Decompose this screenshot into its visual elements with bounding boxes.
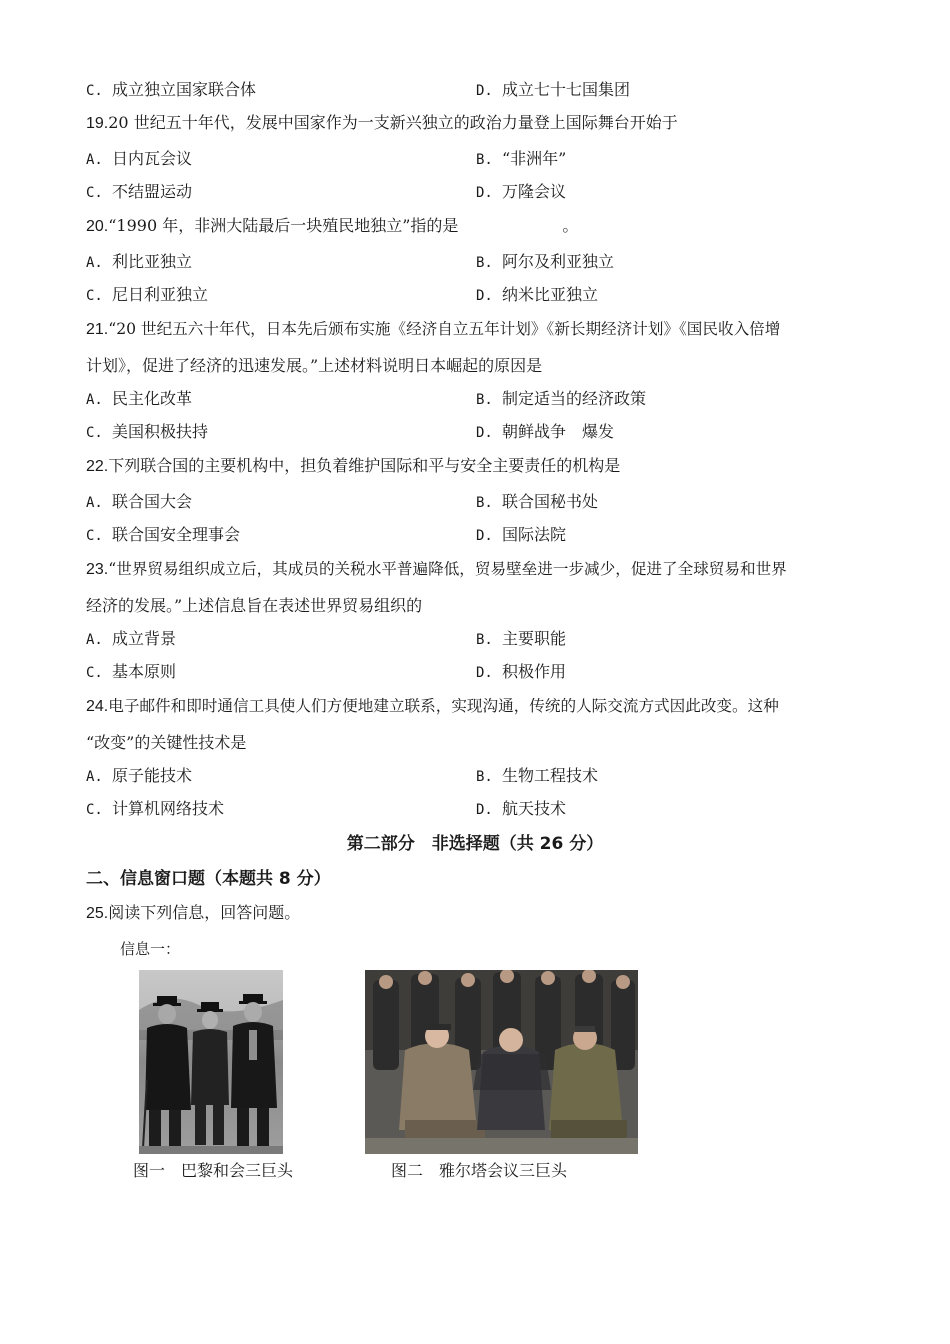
- q19-stem: 19.20 世纪五十年代，发展中国家作为一支新兴独立的政治力量登上国际舞台开始于: [86, 113, 678, 132]
- q21-options-cd: [86, 421, 876, 443]
- q19-option-d[interactable]: D. 万隆会议: [476, 182, 567, 201]
- q21-option-c[interactable]: C. 美国积极扶持: [86, 422, 209, 441]
- info1-label: 信息一：: [120, 940, 181, 958]
- q19-option-a[interactable]: A. 日内瓦会议: [86, 149, 193, 168]
- q23-options-ab: [86, 628, 876, 650]
- q22-options-cd: [86, 524, 876, 546]
- q19-options-cd: [86, 181, 876, 203]
- q21-option-b[interactable]: B. 制定适当的经济政策: [476, 389, 647, 408]
- q24-option-d[interactable]: D. 航天技术: [476, 799, 567, 818]
- q24-options-ab: [86, 765, 876, 787]
- q21-option-a[interactable]: A. 民主化改革: [86, 389, 193, 408]
- q20-options-cd: [86, 284, 876, 306]
- q23-option-c[interactable]: C. 基本原则: [86, 662, 177, 681]
- yalta-conference-photo: [365, 970, 638, 1154]
- section2-title: 二、信息窗口题（本题共 8 分）: [86, 869, 331, 889]
- q20-option-a[interactable]: A. 利比亚独立: [86, 252, 193, 271]
- q24-option-c[interactable]: C. 计算机网络技术: [86, 799, 225, 818]
- q18-option-c[interactable]: C. 成立独立国家联合体: [86, 80, 257, 99]
- q21-option-d[interactable]: D. 朝鲜战争 爆发: [476, 422, 615, 441]
- q23-stem-line2: 经济的发展。”上述信息旨在表述世界贸易组织的: [86, 596, 423, 615]
- q21-stem-line2: 计划》，促进了经济的迅速发展。”上述材料说明日本崛起的原因是: [86, 356, 543, 375]
- q24-stem-line1: 24.电子邮件和即时通信工具使人们方便地建立联系，实现沟通，传统的人际交流方式因此改变。这种: [86, 697, 779, 715]
- paris-conference-photo: [139, 970, 283, 1154]
- part2-title: 第二部分 非选择题（共 26 分）: [346, 834, 604, 854]
- q23-stem-line1: 23.“世界贸易组织成立后，其成员的关税水平普遍降低，贸易壁垒进一步减少，促进了全球贸易和世界: [86, 560, 787, 578]
- q23-option-a[interactable]: A. 成立背景: [86, 629, 177, 648]
- q20-option-c[interactable]: C. 尼日利亚独立: [86, 285, 209, 304]
- q19-option-b[interactable]: B. “非洲年”: [476, 149, 567, 168]
- q22-option-d[interactable]: D. 国际法院: [476, 525, 567, 544]
- q22-stem: 22.下列联合国的主要机构中，担负着维护国际和平与安全主要责任的机构是: [86, 456, 621, 475]
- q22-options-ab: [86, 491, 876, 513]
- q20-options-ab: [86, 251, 876, 273]
- q22-option-c[interactable]: C. 联合国安全理事会: [86, 525, 241, 544]
- q24-options-cd: [86, 798, 876, 820]
- q19-options-ab: [86, 148, 876, 170]
- q23-option-b[interactable]: B. 主要职能: [476, 629, 567, 648]
- q18-option-d[interactable]: D. 成立七十七国集团: [476, 80, 631, 99]
- fig2-caption: 图二 雅尔塔会议三巨头: [391, 1161, 568, 1180]
- fig1-caption: 图一 巴黎和会三巨头: [133, 1161, 294, 1180]
- q22-option-b[interactable]: B. 联合国秘书处: [476, 492, 599, 511]
- q24-option-b[interactable]: B. 生物工程技术: [476, 766, 599, 785]
- q23-option-d[interactable]: D. 积极作用: [476, 662, 567, 681]
- q18-options-cd: [86, 79, 876, 101]
- q22-option-a[interactable]: A. 联合国大会: [86, 492, 193, 511]
- q21-stem-line1: 21.“20 世纪五六十年代，日本先后颁布实施《经济自立五年计划》《新长期经济计划》《国民收入倍增: [86, 320, 781, 338]
- q25-stem: 25.阅读下列信息，回答问题。: [86, 903, 301, 922]
- q20-stem: 20.“1990 年，非洲大陆最后一块殖民地独立”指的是 。: [86, 216, 579, 235]
- q20-option-d[interactable]: D. 纳米比亚独立: [476, 285, 599, 304]
- q19-option-c[interactable]: C. 不结盟运动: [86, 182, 193, 201]
- q24-option-a[interactable]: A. 原子能技术: [86, 766, 193, 785]
- q20-option-b[interactable]: B. 阿尔及利亚独立: [476, 252, 615, 271]
- q21-options-ab: [86, 388, 876, 410]
- q24-stem-line2: “改变”的关键性技术是: [86, 733, 247, 752]
- q23-options-cd: [86, 661, 876, 683]
